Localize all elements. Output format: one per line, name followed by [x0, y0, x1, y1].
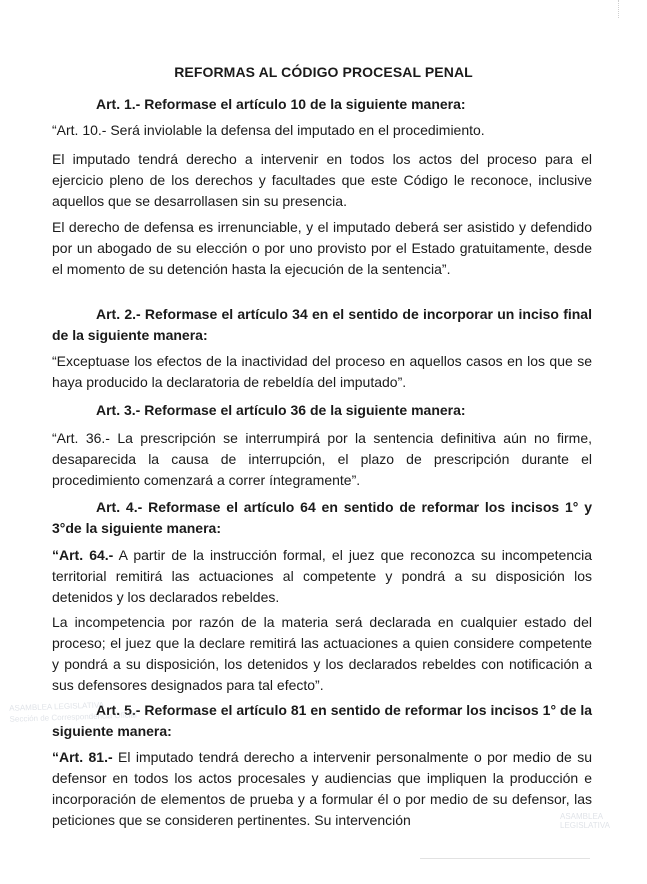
scan-line: [420, 858, 590, 859]
article-4-paragraph-2: La incompetencia por razón de la materia será declarada en cualquier estado del proceso; el juez que la declare remitirá las actuaciones a quien considere competente y pondrá a su disposición, los detenidos y los declarados rebeldes con notificación a sus defensores designados para tal efecto”.: [52, 614, 592, 693]
faded-stamp-2: ASAMBLEA LEGISLATIVA: [560, 812, 610, 830]
article-5-paragraph-1: [52, 747, 592, 831]
article-5-text: El imputado tendrá derecho a intervenir personalmente o por medio de su defensor en todos los actos procesales y audiencias que impliquen la producción e incorporación de elementos de prueba y a formular él o por medio de su defensor, las peticiones que se consideren pertinentes. Su intervención: [52, 749, 593, 828]
article-4-paragraph-1: [52, 545, 592, 608]
scan-mark: [618, 0, 629, 18]
article-3-paragraph-1: “Art. 36.- La prescripción se interrumpirá por la sentencia definitiva aún no firme, desaparecida la causa de interrupción, el plazo de prescripción durante el procedimiento comenzará a correr íntegramente”.: [52, 430, 592, 488]
faded-stamp: ASAMBLEA LEGISLATIVA Sección de Correspondencia Oficial: [9, 700, 137, 724]
article-2-heading: Art. 2.- Reformase el artículo 34 en el sentido de incorporar un inciso final de la siguiente manera:: [52, 306, 592, 343]
article-1-paragraph-3: El derecho de defensa es irrenunciable, y el imputado deberá ser asistido y defendido por un abogado de su elección o por uno provisto por el Estado gratuitamente, desde el momento de su detención hasta la ejecución de la sentencia”.: [52, 219, 592, 277]
article-2-paragraph-1: “Exceptuase los efectos de la inactividad del proceso en aquellos casos en los que se haya producido la declaratoria de rebeldía del imputado”.: [52, 353, 592, 390]
article-1-paragraph-1: “Art. 10.- Será inviolable la defensa del imputado en el procedimiento.: [52, 122, 485, 138]
article-5-heading: Art. 5.- Reformase el artículo 81 en sentido de reformar los incisos 1° de la siguiente manera:: [52, 702, 592, 739]
page-title: REFORMAS AL CÓDIGO PROCESAL PENAL: [174, 64, 473, 80]
article-4-heading: Art. 4.- Reformase el artículo 64 en sentido de reformar los incisos 1° y 3°de la siguiente manera:: [52, 499, 592, 536]
article-5-lead: “Art. 81.-: [52, 749, 113, 765]
article-1-heading: Art. 1.- Reformase el artículo 10 de la siguiente manera:: [96, 96, 466, 112]
article-4-text: A partir de la instrucción formal, el juez que reconozca su incompetencia territorial remitirá las actuaciones al competente y pondrá a su disposición los detenidos y los declarados rebeldes.: [52, 547, 592, 605]
article-4-lead: “Art. 64.-: [52, 547, 114, 563]
article-1-paragraph-2: El imputado tendrá derecho a intervenir en todos los actos del proceso para el ejercicio pleno de los derechos y facultades que este Código le reconoce, inclusive aquellos que se desarrollasen sin su presencia.: [52, 151, 592, 209]
article-3-heading: Art. 3.- Reformase el artículo 36 de la siguiente manera:: [96, 402, 466, 418]
